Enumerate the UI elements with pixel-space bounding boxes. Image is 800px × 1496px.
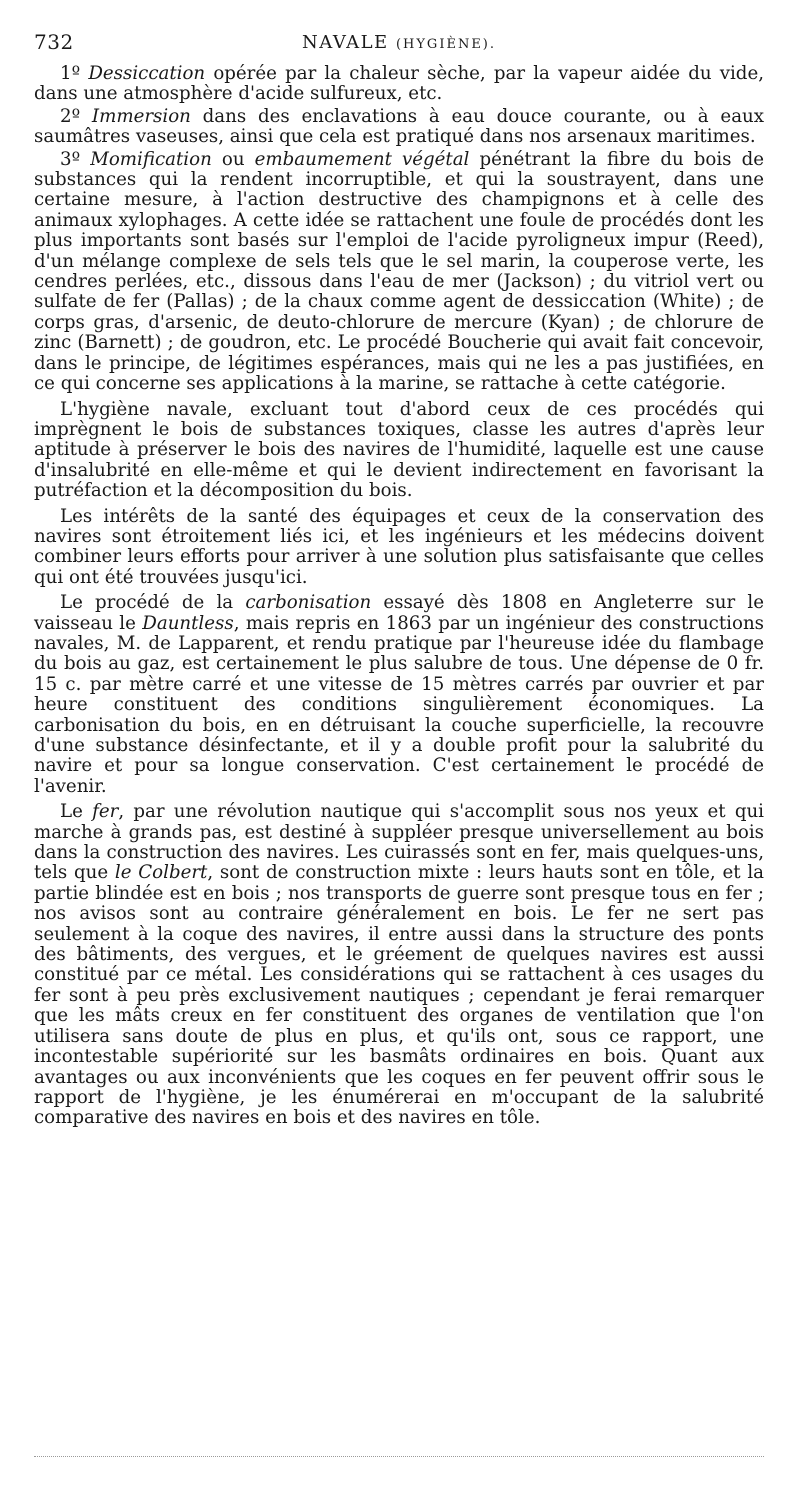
ship-name: le Colbert [114, 862, 208, 884]
item-term: Momification [90, 148, 212, 170]
paragraph-text: Les intérêts de la santé des équipages et ceux de la conservation des navires sont étroitement liés ici, et les ingénieurs et les médecins doivent combiner leurs efforts pour arriver à une solution plus satisfaisante que celles qui ont été trouvées jusqu'ici. [34, 505, 764, 588]
list-item-immersion [34, 107, 764, 148]
paragraph-carbonisation [34, 593, 764, 797]
item-text: pénétrant la fibre du bois de substances qui la rendent incorruptible, et qui la soustrayent, dans une certaine mesure, à l'action destructive des champignons et à celle des animaux xylophages. A cette idée se rattachent une foule de procédés dont les plus importants sont basés sur l'emploi de l'acide pyroligneux impur (Reed), d'un mélange complexe de sels tels que le sel marin, la couperose verte, les cendres perlées, etc., dissous dans l'eau de mer (Jackson) ; du vitriol vert ou sulfate de fer (Pallas) ; de la chaux comme agent de dessiccation (White) ; de corps gras, d'arsenic, de deuto-chlorure de mercure (Kyan) ; de chlorure de zinc (Barnett) ; de goudron, etc. Le procédé Boucherie qui avait fait concevoir, dans le principe, de légitimes espérances, mais qui ne les a pas justifiées, en ce qui concerne ses applications à la marine, se rattache à cette catégorie. [34, 148, 764, 395]
body-text [34, 64, 764, 1129]
ship-name: Dauntless [142, 612, 234, 634]
item-connector: ou [211, 148, 255, 170]
paragraph-text: , mais repris en 1863 par un ingénieur des constructions navales, M. de Lapparent, et rendu pratique par l'heureuse idée du flambage du bois au gaz, est certainement le plus salubre de tous. Une dépense de 0 fr. 15 c. par mètre carré et une vitesse de 15 mètres carrés par ouvrier et par heure constituent des conditions singulièrement économiques. La carbonisation du bois, en en détruisant la couche superficielle, la recouvre d'une substance désinfectante, et il y a double profit pour la salubrité du navire et pour sa longue conservation. C'est certainement le procédé de l'avenir. [34, 612, 764, 797]
paragraph-term: fer [92, 801, 119, 823]
page-number: 732 [34, 30, 74, 54]
item-text: opérée par la chaleur sèche, par la vapeur aidée du vide, dans une atmosphère d'acide sulfureux, etc. [34, 63, 764, 105]
paragraph-hygiene-navale [34, 400, 764, 502]
footer-divider [34, 1456, 764, 1457]
paragraph-text: L'hygiène navale, excluant tout d'abord ceux de ces procédés qui imprègnent le bois de substances toxiques, classe les autres d'après leur aptitude à préserver le bois des navires de l'humidité, laquelle est une cause d'insalubrité en elle-même et qui le devient indirectement en favorisant la putréfaction et la décomposition du bois. [34, 398, 764, 502]
paragraph-fer [34, 802, 764, 1129]
item-number: 1º [60, 63, 89, 84]
paragraph-interets [34, 507, 764, 589]
list-item-dessiccation [34, 64, 764, 105]
paragraph-term: carbonisation [245, 592, 372, 614]
running-title: NAVALE [301, 32, 389, 53]
running-subtitle: (HYGIÈNE). [395, 37, 497, 52]
item-term: Dessiccation [88, 63, 206, 84]
paragraph-text: essayé dès 1808 en Angleterre sur le vaisseau le [34, 592, 764, 634]
item-number: 2º [60, 105, 92, 127]
item-number: 3º [60, 148, 91, 170]
paragraph-lead: Le [60, 801, 93, 823]
item-text: dans des enclavations à eau douce courante, ou à eaux saumâtres vaseuses, ainsi que cela est pratiqué dans nos arsenaux maritimes. [34, 105, 765, 148]
item-term-secondary: embaumement végétal [254, 148, 470, 170]
document-page [34, 26, 764, 1134]
paragraph-lead: Le procédé de la [60, 592, 246, 614]
paragraph-text: , par une révolution nautique qui s'accomplit sous nos yeux et qui marche à grands pas, est destiné à suppléer presque universellement au bois dans la construction des navires. Les cuirassés sont en fer, mais quelques-uns, tels que [34, 801, 764, 884]
running-head [34, 32, 764, 53]
item-term: Immersion [91, 105, 191, 127]
paragraph-text: , sont de construction mixte : leurs hauts sont en tôle, et la partie blindée est en bois ; nos transports de guerre sont presque tous en fer ; nos avisos sont au contraire généralement en bois. Le fer ne sert pas seulement à la coque des navires, il entre aussi dans la structure des ponts des bâtiments, des vergues, et le gréement de quelques navires est aussi constitué par ce métal. Les considérations qui se rattachent à ces usages du fer sont à peu près exclusivement nautiques ; cependant je ferai remarquer que les mâts creux en fer constituent des organes de ventilation que l'on utilisera sans doute de plus en plus, et qu'ils ont, sous ce rapport, une incontestable supériorité sur les basmâts ordinaires en bois. Quant aux avantages ou aux inconvénients que les coques en fer peuvent offrir sous le rapport de l'hygiène, je les énumérerai en m'occupant de la salubrité comparative des navires en bois et des navires en tôle. [34, 862, 764, 1129]
list-item-momification [34, 150, 764, 395]
page-header [34, 26, 764, 62]
